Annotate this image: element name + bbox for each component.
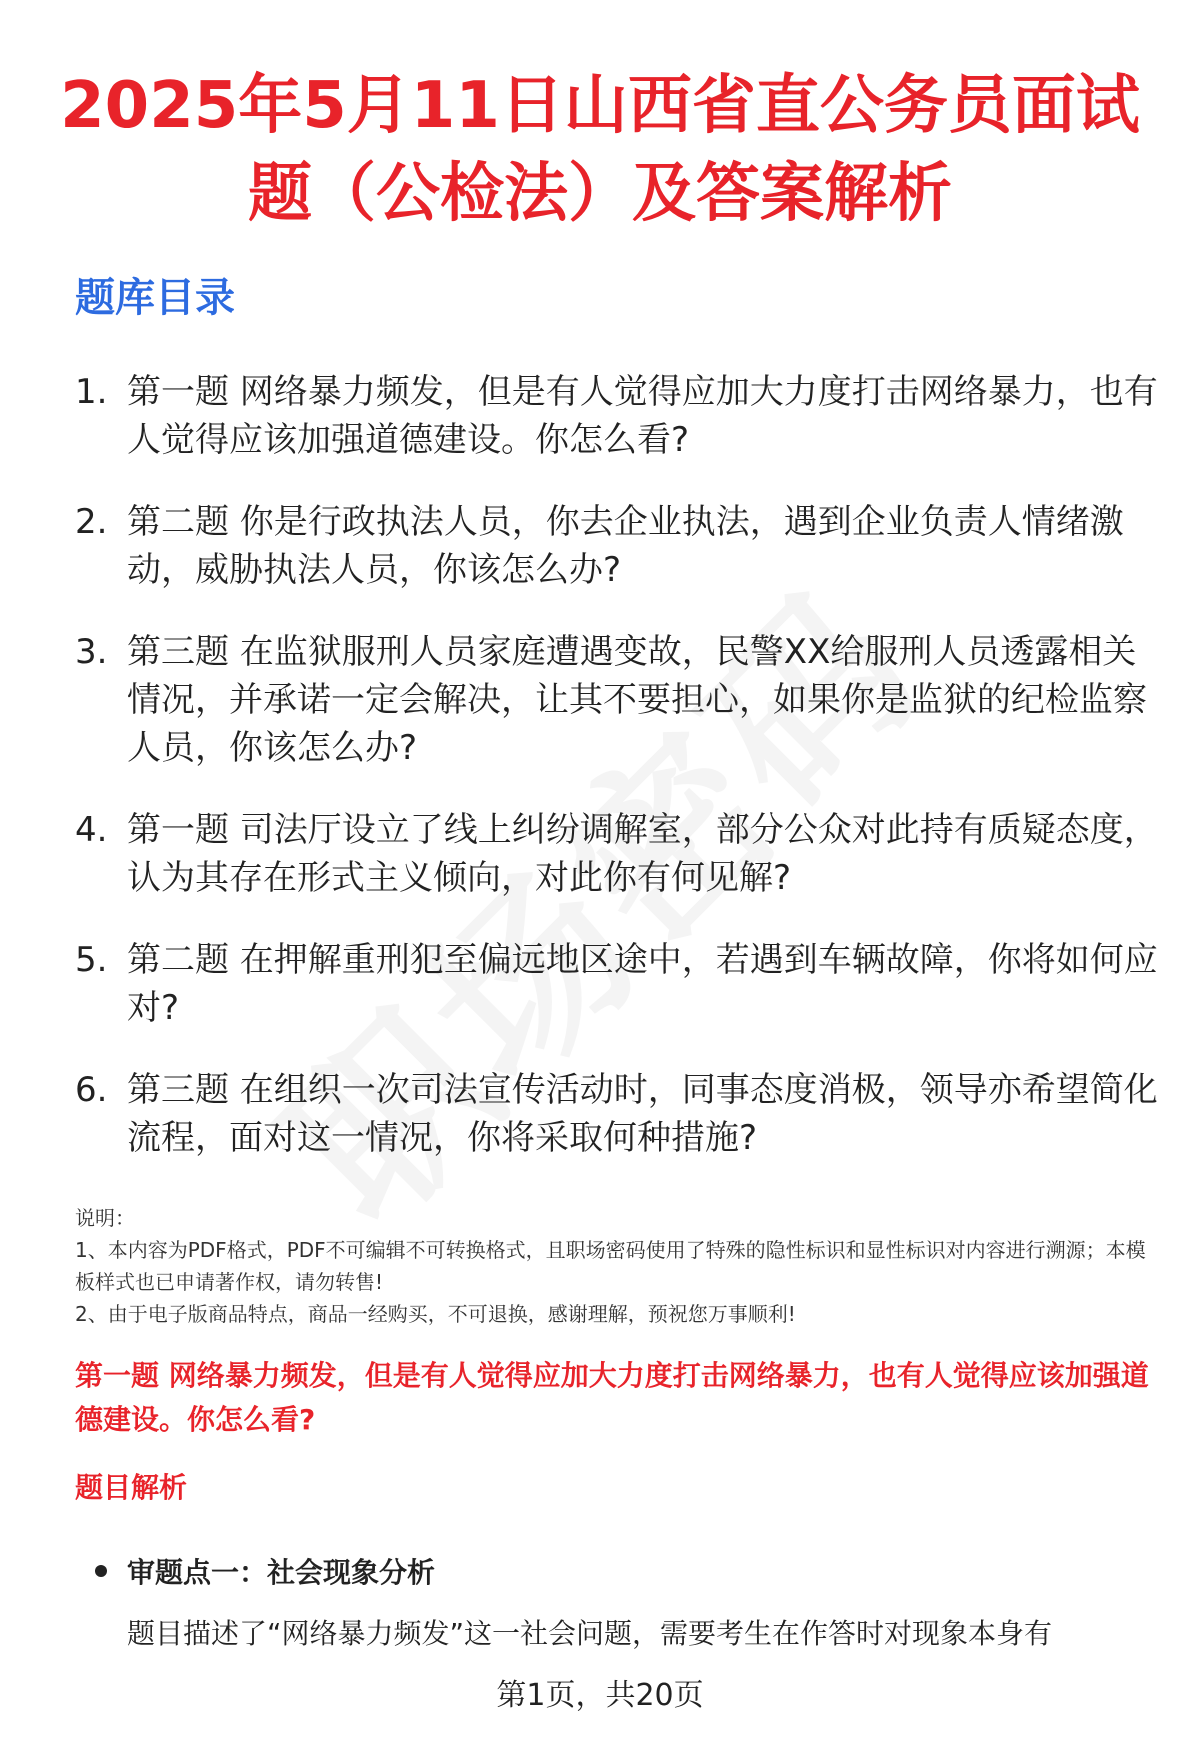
toc-heading: 题库目录 (75, 275, 235, 321)
bullet-icon (95, 1565, 107, 1577)
toc-item-text: 第二题 你是行政执法人员，你去企业执法，遇到企业负责人情绪激动，威胁执法人员，你该怎么办? (127, 502, 1124, 590)
toc-item-number: 5. (75, 940, 108, 980)
toc-item-text: 第三题 在组织一次司法宣传活动时，同事态度消极，领导亦希望简化流程，面对这一情况，你将采取何种措施? (127, 1070, 1158, 1158)
toc-item[interactable] (75, 936, 1160, 1032)
toc-item-number: 1. (75, 372, 108, 412)
toc-item-number: 4. (75, 810, 108, 850)
analysis-heading: 题目解析 (75, 1471, 188, 1504)
toc-item[interactable] (75, 1066, 1160, 1162)
notes-item: 1、本内容为PDF格式，PDF不可编辑不可转换格式，且职场密码使用了特殊的隐性标识和显性标识对内容进行溯源；本模板样式也已申请著作权，请勿转售! (75, 1238, 1146, 1294)
toc-item-number: 2. (75, 502, 108, 542)
page-footer: 第1页，共20页 (496, 1678, 704, 1713)
toc-list (75, 368, 1160, 1196)
toc-item[interactable] (75, 368, 1160, 464)
toc-item[interactable] (75, 498, 1160, 594)
question-title: 第一题 网络暴力频发，但是有人觉得应加大力度打击网络暴力，也有人觉得应该加强道德建设。你怎么看? (75, 1359, 1149, 1436)
toc-item[interactable] (75, 628, 1160, 772)
toc-item[interactable] (75, 806, 1160, 902)
analysis-point-heading: 审题点一：社会现象分析 (127, 1556, 436, 1589)
notes-section (75, 1202, 1160, 1330)
notes-item: 2、由于电子版商品特点，商品一经购买，不可退换，感谢理解，预祝您万事顺利! (75, 1302, 796, 1326)
document-title: 2025年5月11日山西省直公务员面试题（公检法）及答案解析 (60, 69, 1140, 231)
toc-item-text: 第三题 在监狱服刑人员家庭遭遇变故，民警XX给服刑人员透露相关情况，并承诺一定会解决，让其不要担心，如果你是监狱的纪检监察人员，你该怎么办? (127, 632, 1147, 768)
toc-item-number: 6. (75, 1070, 108, 1110)
toc-item-text: 第一题 司法厅设立了线上纠纷调解室，部分公众对此持有质疑态度，认为其存在形式主义倾向，对此你有何见解? (127, 810, 1158, 898)
analysis-point (95, 1553, 435, 1593)
toc-item-text: 第一题 网络暴力频发，但是有人觉得应加大力度打击网络暴力，也有人觉得应该加强道德建设。你怎么看? (127, 372, 1158, 460)
toc-item-number: 3. (75, 632, 108, 672)
analysis-point-body: 题目描述了“网络暴力频发”这一社会问题，需要考生在作答时对现象本身有 (127, 1617, 1053, 1650)
notes-label: 说明： (75, 1206, 135, 1230)
toc-item-text: 第二题 在押解重刑犯至偏远地区途中，若遇到车辆故障，你将如何应对? (127, 940, 1158, 1028)
